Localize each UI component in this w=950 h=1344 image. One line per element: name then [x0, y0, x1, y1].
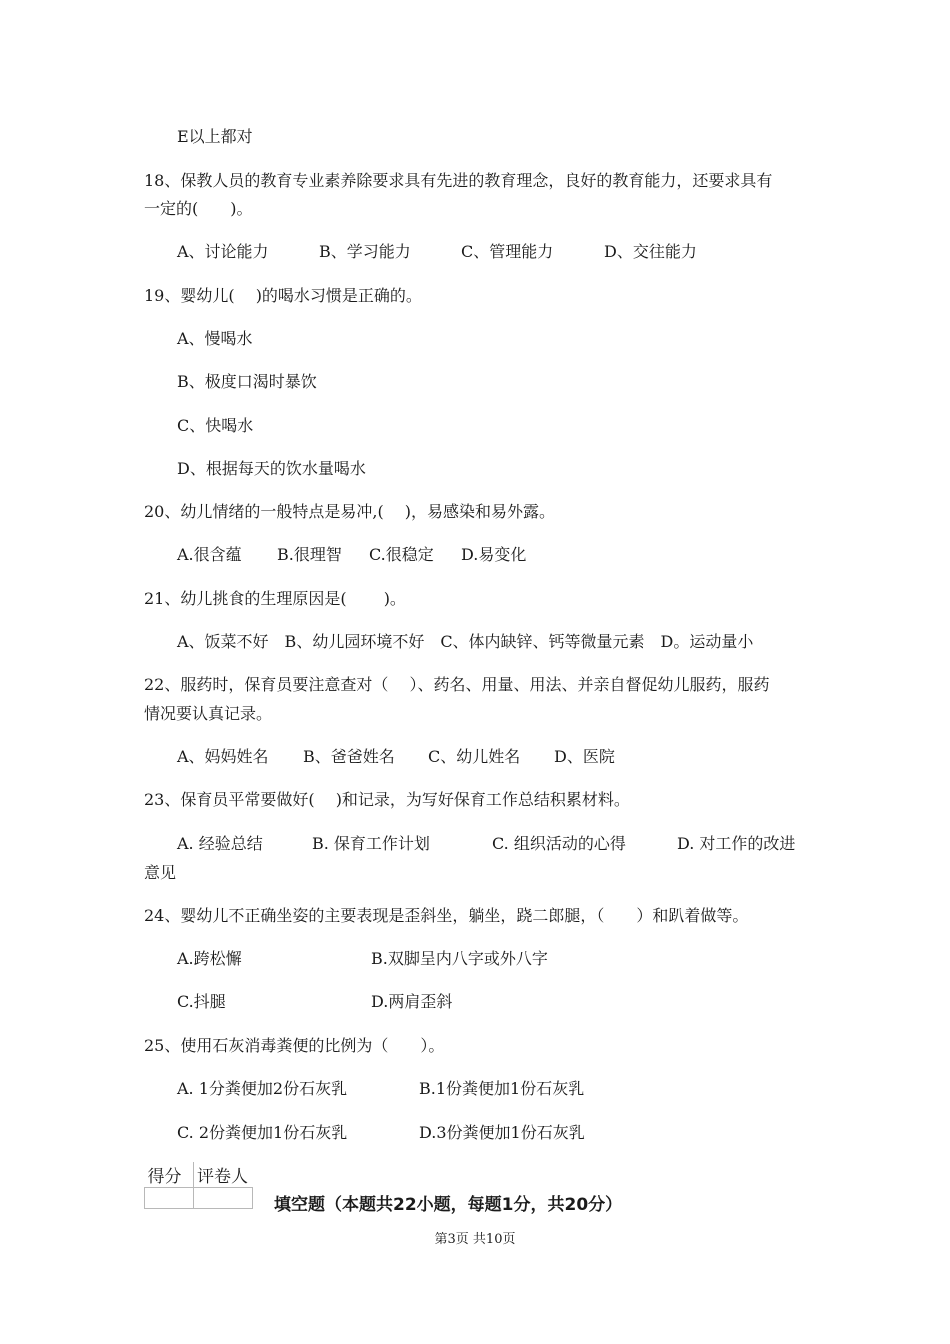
q21-options: A、饭菜不好 B、幼儿园环境不好 C、体内缺锌、钙等微量元素 D。运动量小 [177, 632, 754, 651]
q22-option-c: C、幼儿姓名 [428, 747, 521, 766]
q24-option-c: C.抖腿 [177, 992, 226, 1011]
question-19: 19、婴幼儿( )的喝水习惯是正确的。 [144, 286, 422, 305]
q18-option-d: D、交往能力 [604, 242, 697, 261]
q22-option-a: A、妈妈姓名 [177, 747, 269, 766]
q23-option-b: B. 保育工作计划 [312, 834, 430, 853]
question-20: 20、幼儿情绪的一般特点是易冲,( )，易感染和易外露。 [144, 502, 556, 521]
q19-option-c: C、快喝水 [177, 416, 254, 435]
question-18-cont: 一定的( )。 [144, 199, 253, 218]
q23-option-d-cont: 意见 [144, 863, 177, 882]
section-title: 填空题（本题共22小题，每题1分，共20分） [274, 1195, 623, 1215]
score-box [144, 1162, 253, 1209]
q25-option-c: C. 2份粪便加1份石灰乳 [177, 1123, 348, 1142]
q22-option-d: D、医院 [554, 747, 615, 766]
q23-option-a: A. 经验总结 [177, 834, 263, 853]
q19-option-d: D、根据每天的饮水量喝水 [177, 459, 366, 478]
q18-option-c: C、管理能力 [461, 242, 554, 261]
q19-option-b: B、极度口渴时暴饮 [177, 372, 317, 391]
question-21: 21、幼儿挑食的生理原因是( )。 [144, 589, 406, 608]
question-25: 25、使用石灰消毒粪便的比例为（ ）。 [144, 1036, 445, 1055]
option-e: E以上都对 [177, 127, 253, 146]
question-24: 24、婴幼儿不正确坐姿的主要表现是歪斜坐，躺坐，跷二郎腿，（ ）和趴着做等。 [144, 906, 749, 925]
q20-option-b: B.很理智 [277, 545, 342, 564]
q18-option-a: A、讨论能力 [177, 242, 269, 261]
q24-option-a: A.跨松懈 [177, 949, 242, 968]
q23-option-d: D. 对工作的改进 [677, 834, 796, 853]
question-23: 23、保育员平常要做好( )和记录，为写好保育工作总结积累材料。 [144, 790, 630, 809]
q22-option-b: B、爸爸姓名 [303, 747, 395, 766]
question-22: 22、服药时，保育员要注意查对（ ）、药名、用量、用法、并亲自督促幼儿服药，服药 [144, 675, 770, 694]
score-cell [145, 1188, 194, 1209]
question-22-cont: 情况要认真记录。 [144, 704, 273, 723]
q25-option-d: D.3份粪便加1份石灰乳 [419, 1123, 585, 1142]
q18-option-b: B、学习能力 [319, 242, 411, 261]
score-label: 得分 [145, 1162, 194, 1188]
page-footer: 第3页 共10页 [434, 1232, 516, 1247]
q25-option-b: B.1份粪便加1份石灰乳 [419, 1079, 585, 1098]
q24-option-d: D.两肩歪斜 [371, 992, 453, 1011]
q25-option-a: A. 1分粪便加2份石灰乳 [177, 1079, 348, 1098]
q20-option-a: A.很含蕴 [177, 545, 242, 564]
q23-option-c: C. 组织活动的心得 [492, 834, 626, 853]
q24-option-b: B.双脚呈内八字或外八字 [371, 949, 548, 968]
question-18: 18、保教人员的教育专业素养除要求具有先进的教育理念，良好的教育能力，还要求具有 [144, 171, 773, 190]
q20-option-d: D.易变化 [461, 545, 527, 564]
q20-option-c: C.很稳定 [369, 545, 434, 564]
grader-label: 评卷人 [194, 1162, 253, 1188]
grader-cell [194, 1188, 253, 1209]
q19-option-a: A、慢喝水 [177, 329, 253, 348]
